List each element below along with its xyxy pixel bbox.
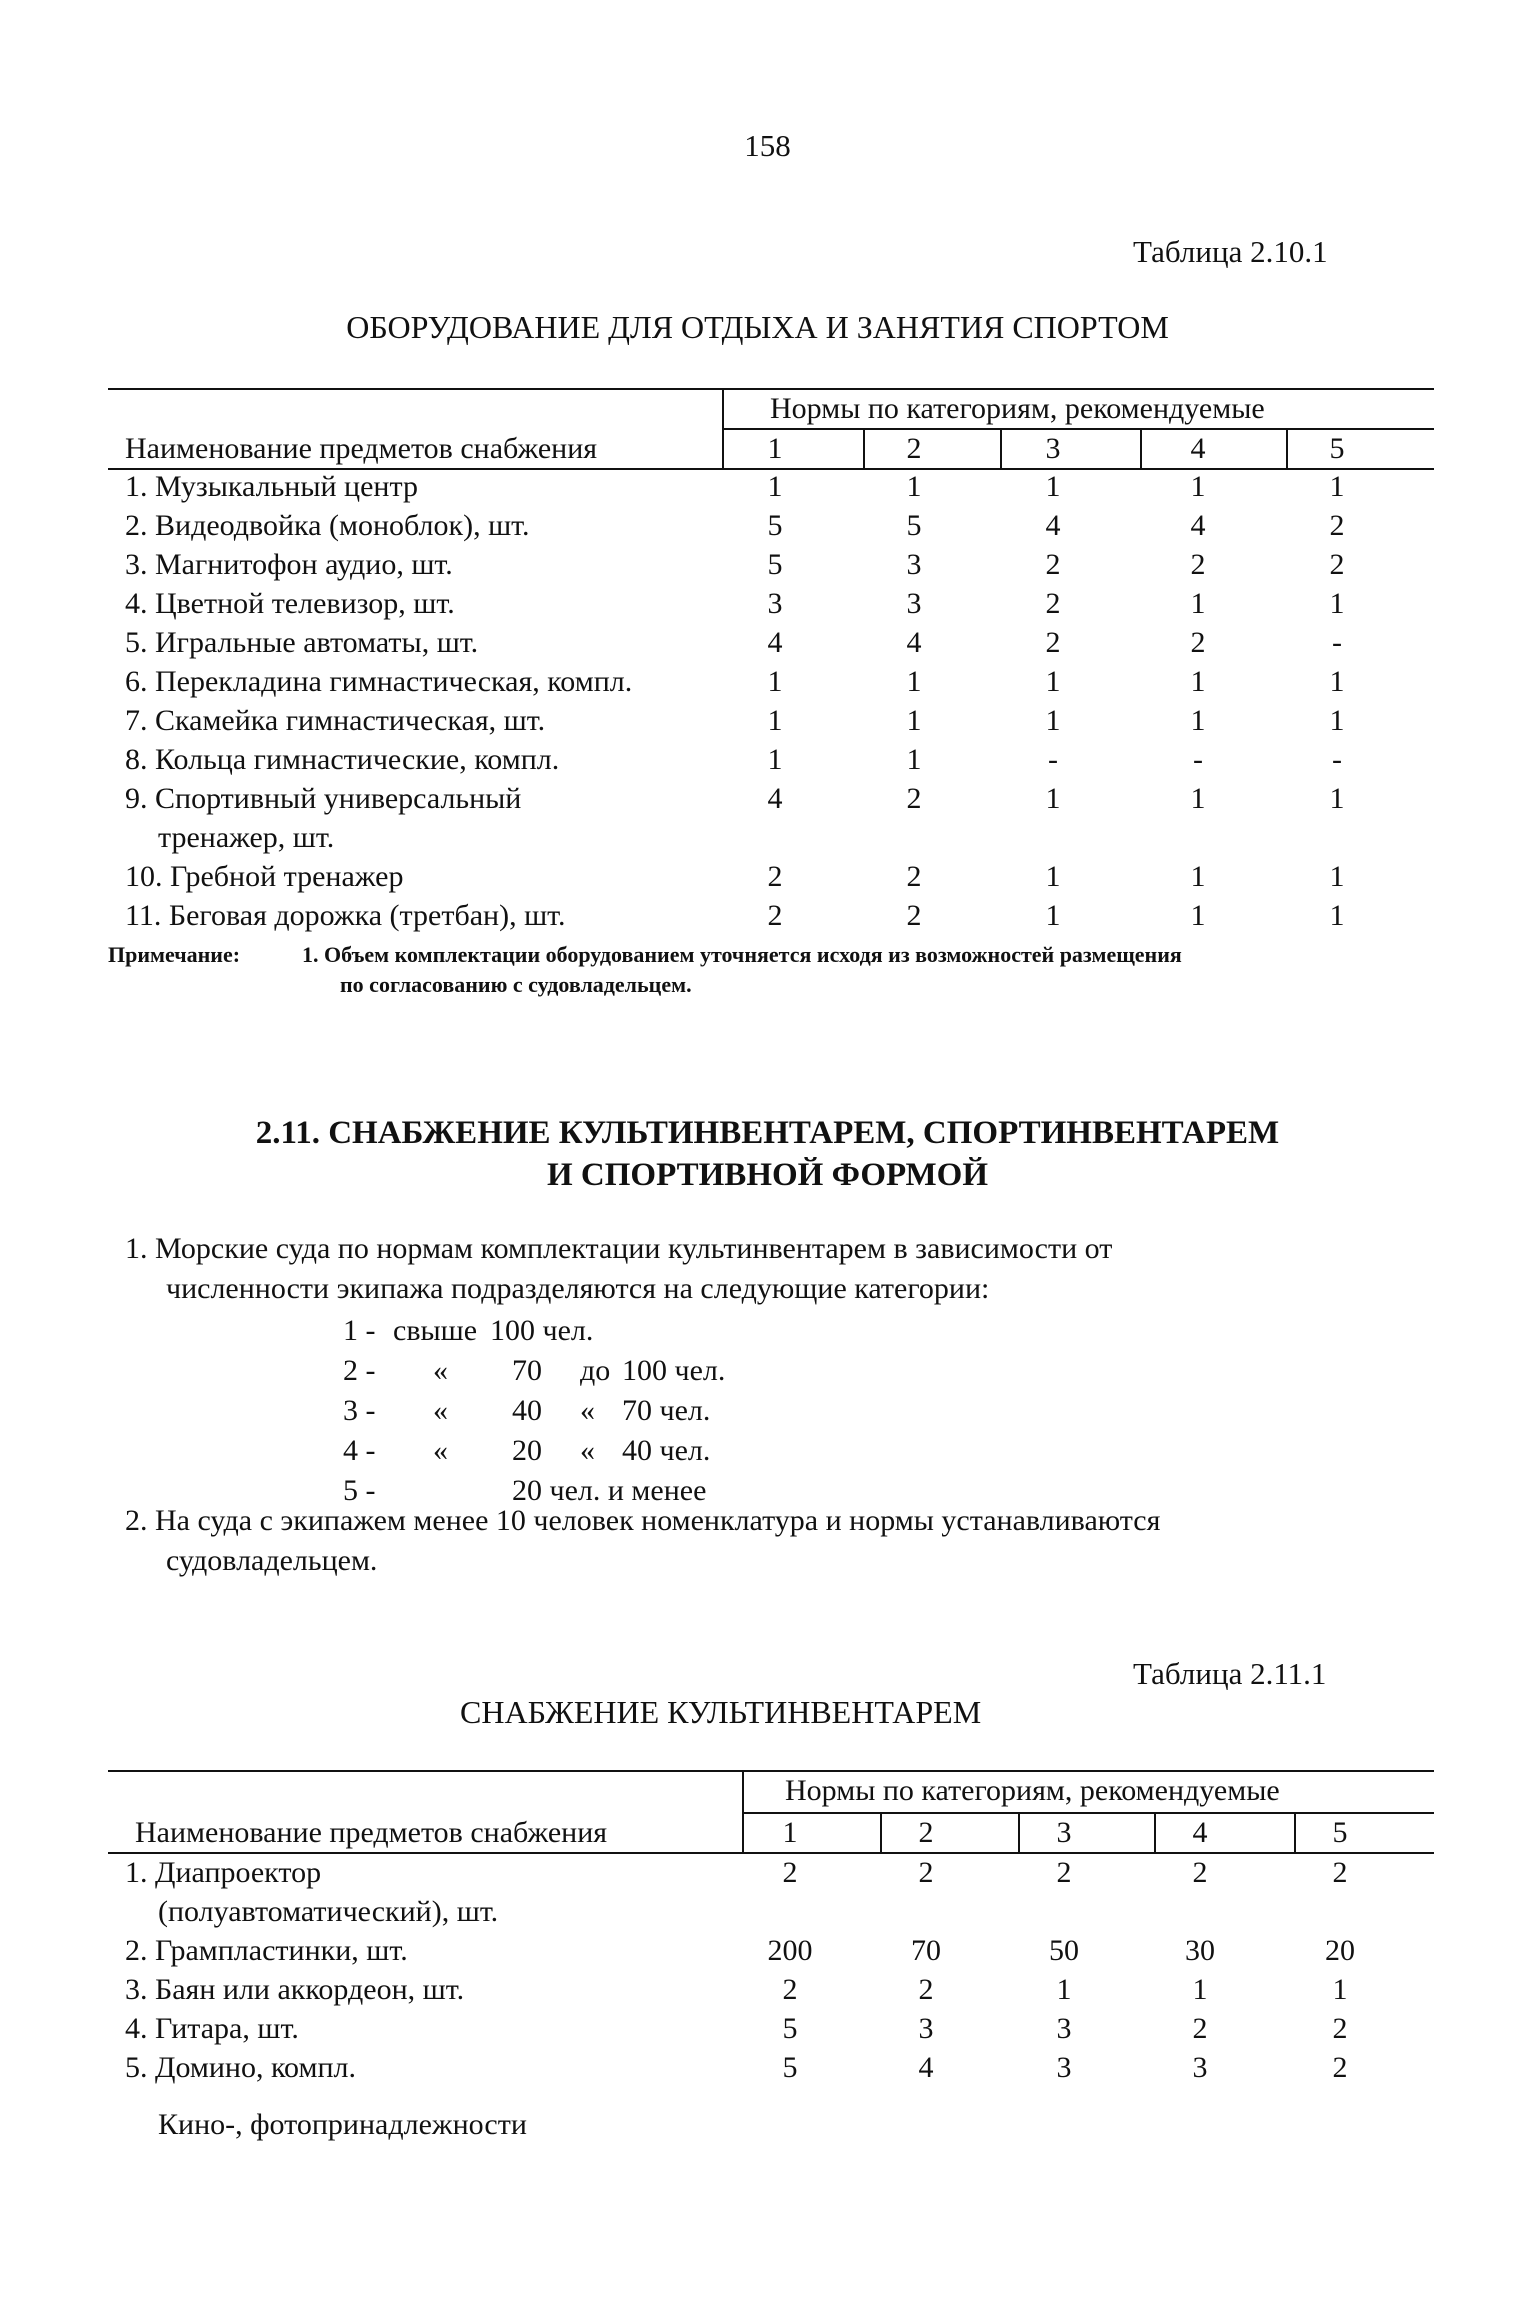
table-cell-value: 30 [1185,1934,1215,1967]
table-cell-value: 2 [1190,548,1206,581]
table1-title: ОБОРУДОВАНИЕ ДЛЯ ОТДЫХА И ЗАНЯТИЯ СПОРТОМ [346,309,1169,345]
category-ditto: « [433,1394,448,1427]
table-cell-value: 5 [767,509,783,542]
table1-col-header: Наименование предметов снабжения [125,432,598,465]
category-ditto: « [433,1434,448,1467]
table-cell-value: 1 [1045,704,1061,737]
table1-cat-divider [1140,428,1142,468]
table-cell-value: 2 [1329,548,1345,581]
table1-cat-divider [1000,428,1002,468]
table-row-name: 11. Беговая дорожка (третбан), шт. [125,899,566,932]
table-cell-value: 1 [767,743,783,776]
table2-cat-divider [1294,1812,1296,1852]
table-cell-value: 1 [906,704,922,737]
table1-norms-header: Нормы по категориям, рекомендуемые [770,392,1265,425]
table1-cat-5: 5 [1329,432,1345,465]
category-from: 40 [512,1394,542,1427]
table2-cat-4: 4 [1192,1816,1208,1849]
table-cell-value: 4 [906,626,922,659]
table2-norms-header: Нормы по категориям, рекомендуемые [785,1774,1280,1807]
table-cell-value: 1 [1192,1973,1208,2006]
table-cell-value: 1 [1190,587,1206,620]
table-cell-value: 1 [1332,1973,1348,2006]
table-cell-value: 1 [1329,587,1345,620]
table-cell-value: 1 [1045,782,1061,815]
category-num: 1 - [343,1314,376,1347]
table-cell-value: 1 [906,743,922,776]
table-cell-value: 1 [1045,470,1061,503]
table2-subheading: Кино-, фотопринадлежности [158,2108,527,2141]
table-cell-value: 5 [782,2012,798,2045]
table-cell-value: 2 [1332,2012,1348,2045]
table-cell-value: 5 [782,2051,798,2084]
table-row-name: 3. Баян или аккордеон, шт. [125,1973,465,2006]
table1-cat-3: 3 [1045,432,1061,465]
table2-label: Таблица 2.11.1 [1133,1656,1327,1691]
table-row-name: 8. Кольца гимнастические, компл. [125,743,560,776]
table-cell-value: 1 [1190,782,1206,815]
table2-cat-divider [880,1812,882,1852]
table-cell-value: 1 [767,704,783,737]
category-upper: 40 чел. [622,1434,711,1467]
table1-cat-divider [1286,428,1288,468]
table-cell-value: 2 [767,899,783,932]
table1-top-rule [108,388,1434,390]
table-cell-value: 1 [1045,860,1061,893]
table-cell-value: 2 [918,1856,934,1889]
table-cell-value: 1 [906,470,922,503]
table-cell-value: 5 [906,509,922,542]
item2-line1: 2. На суда с экипажем менее 10 человек номенклатура и нормы устанавливаются [125,1504,1161,1537]
table-row-name: 3. Магнитофон аудио, шт. [125,548,453,581]
table2-cat-2: 2 [918,1816,934,1849]
table-cell-value: 2 [1045,626,1061,659]
table-cell-value: 2 [1332,2051,1348,2084]
table-cell-value: - [1193,743,1203,776]
table-cell-value: - [1332,626,1342,659]
table-cell-value: 1 [767,470,783,503]
category-value: 20 чел. и менее [512,1474,707,1507]
table-cell-value: 1 [1045,899,1061,932]
table-row-name-cont: (полуавтоматический), шт. [158,1895,499,1928]
category-num: 5 - [343,1474,376,1507]
table-cell-value: 50 [1049,1934,1079,1967]
table-cell-value: 4 [918,2051,934,2084]
table-cell-value: 5 [767,548,783,581]
category-upper: 100 чел. [622,1354,726,1387]
table-cell-value: 1 [1190,860,1206,893]
table-row-name: 4. Гитара, шт. [125,2012,299,2045]
category-num: 2 - [343,1354,376,1387]
table2-cat-divider [1154,1812,1156,1852]
table-cell-value: 1 [1190,704,1206,737]
table-row-name: 2. Грампластинки, шт. [125,1934,408,1967]
table-cell-value: 2 [1056,1856,1072,1889]
table-cell-value: 3 [1056,2012,1072,2045]
table-cell-value: 1 [1056,1973,1072,2006]
table-cell-value: 3 [1056,2051,1072,2084]
table-cell-value: 4 [767,782,783,815]
table-cell-value: 2 [782,1856,798,1889]
item1-line2: численности экипажа подразделяются на следующие категории: [166,1272,990,1305]
table-cell-value: 20 [1325,1934,1355,1967]
table-cell-value: 3 [906,587,922,620]
table2-cat-3: 3 [1056,1816,1072,1849]
table-cell-value: 2 [1332,1856,1348,1889]
table-cell-value: 2 [906,782,922,815]
table-cell-value: 2 [1192,1856,1208,1889]
table-cell-value: 2 [906,899,922,932]
table-cell-value: 1 [1329,470,1345,503]
table-row-name: 1. Музыкальный центр [125,470,418,503]
table-row-name: 5. Домино, компл. [125,2051,356,2084]
table-cell-value: 70 [911,1934,941,1967]
table-cell-value: 2 [906,860,922,893]
table1-label: Таблица 2.10.1 [1133,234,1328,269]
table2-cat-1: 1 [782,1816,798,1849]
table-cell-value: 2 [1192,2012,1208,2045]
category-num: 4 - [343,1434,376,1467]
category-to: до [580,1354,611,1387]
table-cell-value: 2 [918,1973,934,2006]
table-cell-value: - [1048,743,1058,776]
table2-cat-5: 5 [1332,1816,1348,1849]
table-cell-value: 3 [767,587,783,620]
table-cell-value: 1 [767,665,783,698]
table-cell-value: 2 [767,860,783,893]
table1-cat-2: 2 [906,432,922,465]
table2-header-rule [108,1852,1434,1854]
table1-cat-4: 4 [1190,432,1206,465]
table2-top-rule [108,1770,1434,1772]
table-row-name: 6. Перекладина гимнастическая, компл. [125,665,633,698]
item1-line1: 1. Морские суда по нормам комплектации культинвентарем в зависимости от [125,1232,1113,1265]
table-cell-value: - [1332,743,1342,776]
page-number: 158 [744,128,791,163]
table1-note-line1: 1. Объем комплектации оборудованием уточняется исходя из возможностей размещения [302,942,1182,967]
table-cell-value: 1 [1045,665,1061,698]
table-cell-value: 200 [767,1934,813,1967]
table-cell-value: 2 [1045,548,1061,581]
category-from: 70 [512,1354,542,1387]
section-title-line1: 2.11. СНАБЖЕНИЕ КУЛЬТИНВЕНТАРЕМ, СПОРТИНВЕНТАРЕМ [255,1115,1280,1151]
section-title-line2: И СПОРТИВНОЙ ФОРМОЙ [546,1157,989,1193]
category-to: « [580,1394,595,1427]
table-row-name: 9. Спортивный универсальный [125,782,522,815]
table2-cat-divider [1018,1812,1020,1852]
table-row-name: 4. Цветной телевизор, шт. [125,587,455,620]
table-cell-value: 1 [906,665,922,698]
table-cell-value: 1 [1329,782,1345,815]
table-cell-value: 3 [918,2012,934,2045]
category-from: 20 [512,1434,542,1467]
table-cell-value: 1 [1190,470,1206,503]
table-row-name: 2. Видеодвойка (моноблок), шт. [125,509,530,542]
table-cell-value: 1 [1329,704,1345,737]
table-cell-value: 1 [1329,860,1345,893]
table-row-name: 5. Игральные автоматы, шт. [125,626,479,659]
table-cell-value: 1 [1190,665,1206,698]
item2-line2: судовладельцем. [166,1544,378,1577]
category-ditto: « [433,1354,448,1387]
category-word: свыше [393,1314,478,1347]
table-row-name: 10. Гребной тренажер [125,860,404,893]
table1-mid-rule [722,428,1434,430]
table-cell-value: 1 [1329,899,1345,932]
table-row-name: 1. Диапроектор [125,1856,322,1889]
table-cell-value: 2 [1045,587,1061,620]
table2-title: СНАБЖЕНИЕ КУЛЬТИНВЕНТАРЕМ [460,1694,982,1730]
table-cell-value: 1 [1329,665,1345,698]
table-cell-value: 4 [767,626,783,659]
table-cell-value: 4 [1045,509,1061,542]
table-row-name-cont: тренажер, шт. [158,821,335,854]
table-cell-value: 4 [1190,509,1206,542]
category-value: 100 чел. [490,1314,594,1347]
table-cell-value: 2 [782,1973,798,2006]
category-upper: 70 чел. [622,1394,711,1427]
table2-col-header: Наименование предметов снабжения [135,1816,608,1849]
table-cell-value: 2 [1190,626,1206,659]
table1-note-line2: по согласованию с судовладельцем. [340,972,692,997]
table-cell-value: 3 [1192,2051,1208,2084]
table1-cat-1: 1 [767,432,783,465]
table-row-name: 7. Скамейка гимнастическая, шт. [125,704,546,737]
table-cell-value: 1 [1190,899,1206,932]
table1-note-label: Примечание: [108,942,241,967]
table-cell-value: 2 [1329,509,1345,542]
table1-cat-divider [863,428,865,468]
category-to: « [580,1434,595,1467]
table-cell-value: 3 [906,548,922,581]
category-num: 3 - [343,1394,376,1427]
table2-mid-rule [742,1812,1434,1814]
table2-vrule [742,1770,744,1852]
